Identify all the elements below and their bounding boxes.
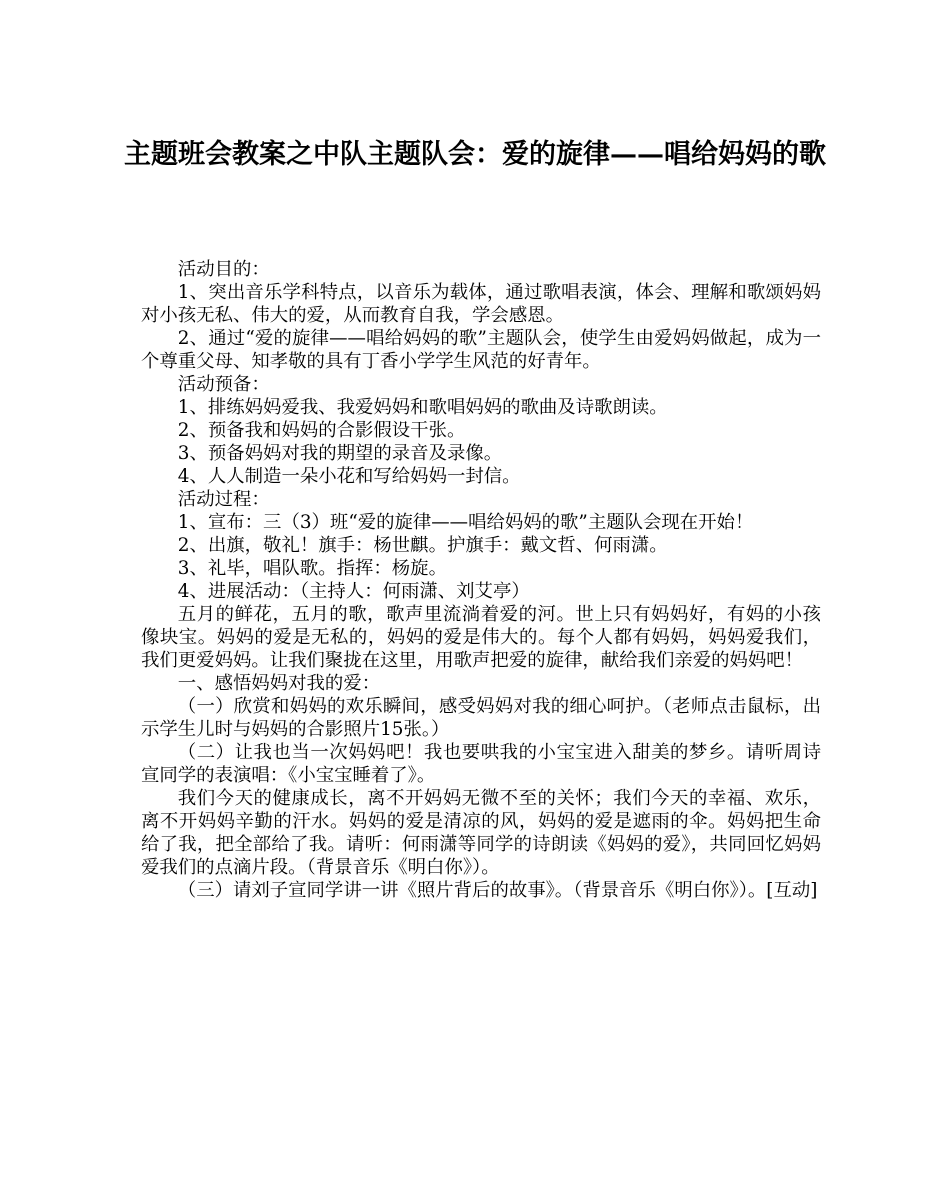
paragraph-heading-purpose: 活动目的： [177,259,270,280]
paragraph: 2、预备我和妈妈的合影假设干张。 [177,420,466,441]
paragraph: 1、宣布：三（3）班“爱的旋律——唱给妈妈的歌”主题队会现在开始！ [177,512,754,533]
paragraph: （三）请刘子宣同学讲一讲《照片背后的故事》。（背景音乐《明白你》）。[互动] [177,880,818,901]
document-title: 主题班会教案之中队主题队会：爱的旋律——唱给妈妈的歌 [124,139,826,170]
paragraph: （二）让我也当一次妈妈吧！我也要哄我的小宝宝进入甜美的梦乡。请听周诗宣同学的表演唱：《小宝宝睡着了》。 [141,742,821,786]
paragraph-heading-preparation: 活动预备： [177,374,270,395]
paragraph: 3、预备妈妈对我的期望的录音及录像。 [177,443,503,464]
paragraph: 4、进展活动：（主持人：何雨潇、刘艾亭） [177,581,530,602]
paragraph: 2、通过“爱的旋律——唱给妈妈的歌”主题队会，使学生由爱妈妈做起，成为一个尊重父母、知孝敬的具有丁香小学学生风范的好青年。 [141,328,821,372]
paragraph: 1、排练妈妈爱我、我爱妈妈和歌唱妈妈的歌曲及诗歌朗读。 [177,397,668,418]
paragraph: 我们今天的健康成长，离不开妈妈无微不至的关怀；我们今天的幸福、欢乐，离不开妈妈辛勤的汗水。妈妈的爱是清凉的风，妈妈的爱是遮雨的伞。妈妈把生命给了我，把全部给了我。请听：何雨潇等同学的诗朗读《妈妈的爱》，共同回忆妈妈爱我们的点滴片段。（背景音乐《明白你》）。 [141,788,821,878]
paragraph: 1、突出音乐学科特点，以音乐为载体，通过歌唱表演，体会、理解和歌颂妈妈对小孩无私、伟大的爱，从而教育自我，学会感恩。 [141,282,821,326]
document-body [141,258,821,902]
paragraph: 五月的鲜花，五月的歌，歌声里流淌着爱的河。世上只有妈妈好，有妈的小孩像块宝。妈妈的爱是无私的，妈妈的爱是伟大的。每个人都有妈妈，妈妈爱我们，我们更爱妈妈。让我们聚拢在这里，用歌声把爱的旋律，献给我们亲爱的妈妈吧！ [141,604,821,671]
paragraph-heading-process: 活动过程： [177,489,270,510]
paragraph: 4、人人制造一朵小花和写给妈妈一封信。 [177,466,521,487]
paragraph: （一）欣赏和妈妈的欢乐瞬间，感受妈妈对我的细心呵护。（老师点击鼠标，出示学生儿时与妈妈的合影照片15张。） [141,696,821,740]
paragraph: 2、出旗，敬礼！旗手：杨世麒。护旗手：戴文哲、何雨潇。 [177,535,668,556]
paragraph: 3、礼毕，唱队歌。指挥：杨旋。 [177,558,447,579]
paragraph-heading-section-one: 一、感悟妈妈对我的爱： [177,673,381,694]
